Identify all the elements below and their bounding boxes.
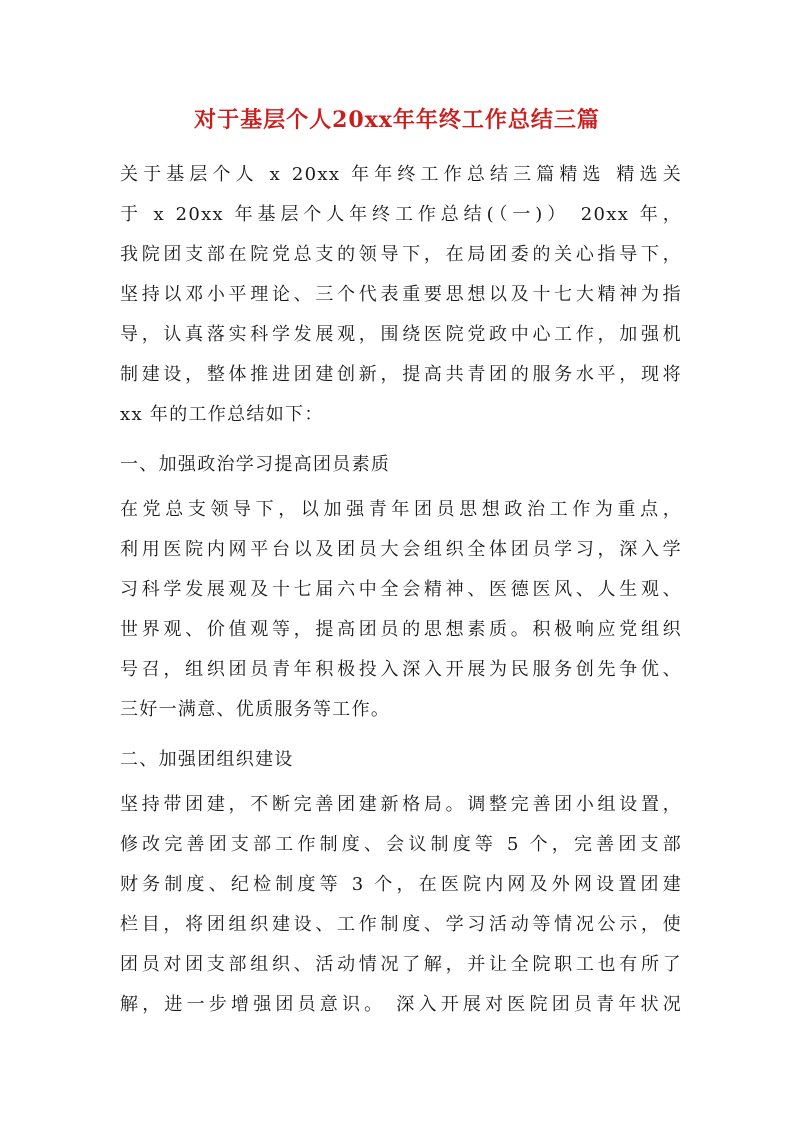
body-line-6: 制建设，整体推进团建创新，提高共青团的服务水平，现将 xyxy=(120,364,682,385)
body-line-10: 利用医院内网平台以及团员大会组织全体团员学习，深入学 xyxy=(120,539,682,560)
body-line-3: 我院团支部在院党总支的领导下，在局团委的关心指导下， xyxy=(120,244,682,265)
body-line-17: 修改完善团支部工作制度、会议制度等 5 个，完善团支部 xyxy=(120,834,682,855)
body-line-7: xx 年的工作总结如下： xyxy=(120,404,324,425)
body-line-1: 关于基层个人 x 20xx 年年终工作总结三篇精选 精选关 xyxy=(120,164,682,185)
body-line-9: 在党总支领导下，以加强青年团员思想政治工作为重点， xyxy=(120,499,682,520)
body-line-4: 坚持以邓小平理论、三个代表重要思想以及十七大精神为指 xyxy=(120,284,682,305)
body-line-20: 团员对团支部组织、活动情况了解，并让全院职工也有所了 xyxy=(120,954,682,975)
section-heading-1: 一、加强政治学习提高团员素质 xyxy=(120,454,391,475)
body-line-5: 导，认真落实科学发展观，围绕医院党政中心工作，加强机 xyxy=(120,324,682,345)
body-line-13: 号召，组织团员青年积极投入深入开展为民服务创先争优、 xyxy=(120,659,682,680)
body-line-11: 习科学发展观及十七届六中全会精神、医德医风、人生观、 xyxy=(120,579,682,600)
section-heading-2: 二、加强团组织建设 xyxy=(120,749,294,770)
body-line-21: 解，进一步增强团员意识。 深入开展对医院团员青年状况 xyxy=(120,994,682,1015)
body-line-18: 财务制度、纪检制度等 3 个，在医院内网及外网设置团建 xyxy=(120,874,682,895)
document-title: 对于基层个人20xx年年终工作总结三篇 xyxy=(194,107,600,133)
body-line-12: 世界观、价值观等，提高团员的思想素质。积极响应党组织 xyxy=(120,619,682,640)
body-line-2: 于 x 20xx 年基层个人年终工作总结(（一)） 20xx 年， xyxy=(120,204,682,225)
body-line-19: 栏目，将团组织建设、工作制度、学习活动等情况公示，使 xyxy=(120,914,682,935)
body-line-16: 坚持带团建，不断完善团建新格局。调整完善团小组设置， xyxy=(120,794,682,815)
body-line-14: 三好一满意、优质服务等工作。 xyxy=(120,699,391,720)
